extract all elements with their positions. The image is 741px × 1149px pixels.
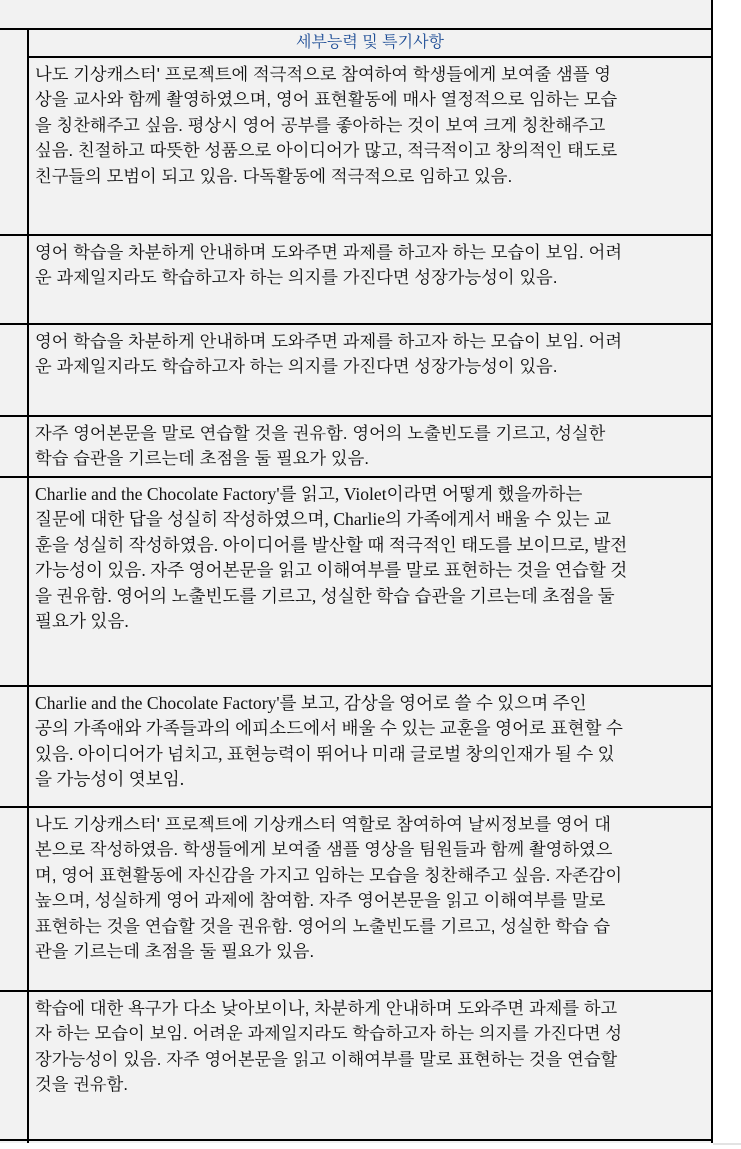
table-right-border <box>711 0 713 1143</box>
note-cell[interactable]: 나도 기상캐스터' 프로젝트에 기상캐스터 역할로 참여하여 날씨정보를 영어 대 본으로 작성하였음. 학생들에게 보여줄 샘플 영상을 팀원들과 함께 촬영하였으 며, 영어 표현활동에 자신감을 가지고 임하는 모습을 칭찬해주고 싶음. 자존감이 높으며, 성실하게 영어 과제에 참여함. 자주 영어본문을 읽고 이해여부를 말로 표현하는 것을 연습할 것을 권유함. 영어의 노출빈도를 기르고, 성실한 학습 습 관을 기르는데 초점을 둘 필요가 있음. <box>29 808 711 990</box>
table-row <box>0 687 711 808</box>
table-row <box>0 478 711 687</box>
table-row <box>0 417 711 478</box>
left-column-divider <box>27 30 29 1143</box>
note-cell[interactable]: 학습에 대한 욕구가 다소 낮아보이나, 차분하게 안내하며 도와주면 과제를 하고 자 하는 모습이 보임. 어려운 과제일지라도 학습하고자 하는 의지를 가진다면 성 장가능성이 있음. 자주 영어본문을 읽고 이해여부를 말로 표현하는 것을 연습할 것을 권유함. <box>29 992 711 1139</box>
note-cell[interactable]: 영어 학습을 차분하게 안내하며 도와주면 과제를 하고자 하는 모습이 보임. 어려 운 과제일지라도 학습하고자 하는 의지를 가진다면 성장가능성이 있음. <box>29 325 711 415</box>
table-row <box>0 236 711 325</box>
table-row <box>0 808 711 992</box>
table-top-strip <box>0 0 713 30</box>
page-edge-shadow <box>713 1143 741 1145</box>
table-row <box>0 325 711 417</box>
table-row <box>0 992 711 1141</box>
note-cell[interactable]: 자주 영어본문을 말로 연습할 것을 권유함. 영어의 노출빈도를 기르고, 성실한 학습 습관을 기르는데 초점을 둘 필요가 있음. <box>29 417 711 476</box>
note-cell[interactable]: Charlie and the Chocolate Factory'를 보고, 감상을 영어로 쓸 수 있으며 주인 공의 가족애와 가족들과의 에피소드에서 배울 수 있는 교훈을 영어로 표현할 수 있음. 아이디어가 넘치고, 표현능력이 뛰어나 미래 글로벌 창의인재가 될 수 있 을 가능성이 엿보임. <box>29 687 711 806</box>
table-row <box>0 58 711 236</box>
column-header-special-notes: 세부능력 및 특기사항 <box>29 30 711 58</box>
note-cell[interactable]: 영어 학습을 차분하게 안내하며 도와주면 과제를 하고자 하는 모습이 보임. 어려 운 과제일지라도 학습하고자 하는 의지를 가진다면 성장가능성이 있음. <box>29 236 711 323</box>
note-cell[interactable]: 나도 기상캐스터' 프로젝트에 적극적으로 참여하여 학생들에게 보여줄 샘플 영 상을 교사와 함께 촬영하였으며, 영어 표현활동에 매사 열정적으로 임하는 모습 을 칭찬해주고 싶음. 평상시 영어 공부를 좋아하는 것이 보여 크게 칭찬해주고 싶음. 친절하고 따뜻한 성품으로 아이디어가 많고, 적극적이고 창의적인 태도로 친구들의 모범이 되고 있음. 다독활동에 적극적으로 임하고 있음. <box>29 58 711 234</box>
note-cell[interactable]: Charlie and the Chocolate Factory'를 읽고, Violet이라면 어떻게 했을까하는 질문에 대한 답을 성실히 작성하였으며, Charlie의 가족에게서 배울 수 있는 교 훈을 성실히 작성하였음. 아이디어를 발산할 때 적극적인 태도를 보이므로, 발전 가능성이 있음. 자주 영어본문을 읽고 이해여부를 말로 표현하는 것을 연습할 것 을 권유함. 영어의 노출빈도를 기르고, 성실한 학습 습관을 기르는데 초점을 둘 필요가 있음. <box>29 478 711 685</box>
